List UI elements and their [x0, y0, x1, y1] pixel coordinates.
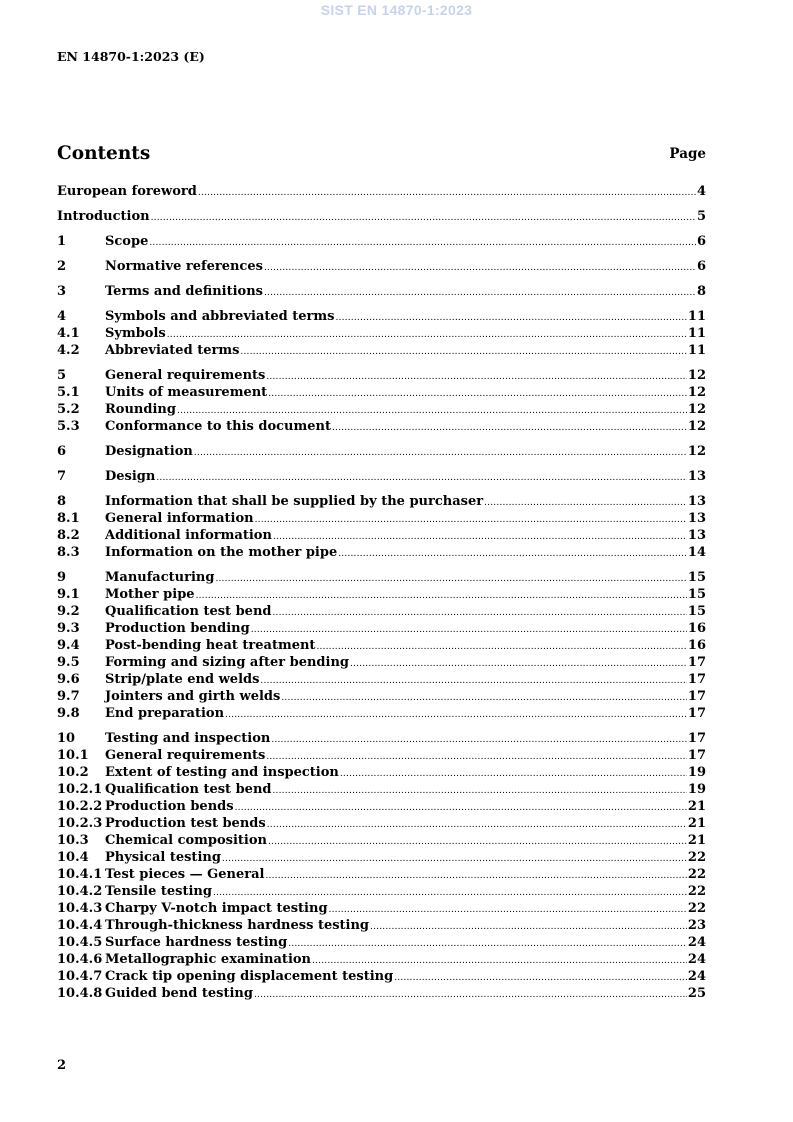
toc-entry-title: Chemical composition — [105, 833, 267, 848]
toc-entry-title: Normative references — [105, 259, 263, 274]
toc-entry-number: 9.3 — [57, 621, 80, 636]
toc-entry-title: Information that shall be supplied by the purchaser — [105, 494, 484, 509]
toc-entry-number: 10.1 — [57, 748, 89, 763]
toc-entry-page: 17 — [687, 672, 706, 687]
toc-entry-page: 12 — [687, 444, 706, 459]
toc-entry-page: 4 — [696, 184, 706, 199]
toc-entry-number: 10.2.3 — [57, 816, 103, 831]
toc-entry-title: Symbols and abbreviated terms — [105, 309, 335, 324]
toc-entry-number: 8.2 — [57, 528, 80, 543]
toc-dot-leader — [394, 970, 687, 987]
toc-entry-page: 15 — [687, 570, 706, 585]
toc-entry[interactable] — [57, 705, 706, 722]
toc-dot-leader — [235, 800, 687, 817]
toc-entry-number: 10.4.6 — [57, 952, 103, 967]
toc-dot-leader — [271, 732, 687, 749]
toc-entry[interactable] — [57, 866, 706, 883]
toc-dot-leader — [255, 512, 687, 529]
toc-entry[interactable] — [57, 308, 706, 325]
toc-entry-page: 17 — [687, 748, 706, 763]
toc-entry[interactable] — [57, 934, 706, 951]
toc-entry-number: 10 — [57, 731, 76, 746]
toc-entry[interactable] — [57, 569, 706, 586]
toc-entry-title: Production test bends — [105, 816, 266, 831]
contents-heading — [57, 143, 706, 167]
document-identifier: EN 14870-1:2023 (E) — [57, 49, 205, 64]
toc-entry-number: 4 — [57, 309, 67, 324]
toc-dot-leader — [268, 834, 687, 851]
toc-dot-leader — [240, 344, 687, 361]
toc-entry[interactable] — [57, 325, 706, 342]
toc-entry-page: 12 — [687, 402, 706, 417]
toc-entry-number: 8 — [57, 494, 67, 509]
toc-entry-page: 13 — [687, 469, 706, 484]
toc-entry-number: 10.2.1 — [57, 782, 103, 797]
toc-entry-number: 10.4.8 — [57, 986, 103, 1001]
toc-entry-number: 10.4.4 — [57, 918, 103, 933]
toc-entry-title: Information on the mother pipe — [105, 545, 338, 560]
toc-entry-number: 9 — [57, 570, 67, 585]
toc-entry-page: 24 — [687, 952, 706, 967]
toc-entry-title: Test pieces — General — [105, 867, 265, 882]
toc-dot-leader — [167, 327, 687, 344]
toc-entry-page: 22 — [687, 867, 706, 882]
toc-entry-number: 9.2 — [57, 604, 80, 619]
toc-entry-page: 17 — [687, 731, 706, 746]
toc-entry-number: 9.7 — [57, 689, 80, 704]
toc-entry-page: 17 — [687, 655, 706, 670]
toc-entry-title: Mother pipe — [105, 587, 195, 602]
toc-entry-number: 6 — [57, 444, 67, 459]
toc-entry-number: 10.4.2 — [57, 884, 103, 899]
toc-entry-page: 11 — [687, 343, 706, 358]
toc-entry[interactable] — [57, 443, 706, 460]
toc-dot-leader — [338, 546, 687, 563]
toc-entry-title: Qualification test bend — [105, 604, 272, 619]
toc-entry[interactable] — [57, 883, 706, 900]
toc-entry-title: Extent of testing and inspection — [105, 765, 339, 780]
toc-entry-page: 25 — [687, 986, 706, 1001]
toc-entry-title: Tensile testing — [105, 884, 212, 899]
toc-entry-number: 10.4.1 — [57, 867, 103, 882]
toc-entry-page: 13 — [687, 528, 706, 543]
toc-dot-leader — [149, 235, 696, 252]
toc-entry-number: 9.4 — [57, 638, 80, 653]
toc-entry[interactable] — [57, 637, 706, 654]
contents-title: Contents — [57, 143, 151, 164]
toc-entry-number: 10.4.5 — [57, 935, 103, 950]
toc-entry-title: Abbreviated terms — [105, 343, 240, 358]
toc-entry-title: Rounding — [105, 402, 176, 417]
toc-entry-title: Design — [105, 469, 156, 484]
toc-dot-leader — [268, 386, 687, 403]
toc-entry-title: Guided bend testing — [105, 986, 253, 1001]
toc-entry[interactable] — [57, 233, 706, 250]
toc-entry[interactable] — [57, 654, 706, 671]
toc-entry[interactable] — [57, 258, 706, 275]
toc-dot-leader — [156, 470, 687, 487]
toc-entry-number: 7 — [57, 469, 67, 484]
toc-entry-number: 10.2.2 — [57, 799, 103, 814]
toc-dot-leader — [225, 707, 687, 724]
toc-entry-title: Charpy V-notch impact testing — [105, 901, 328, 916]
toc-entry[interactable] — [57, 468, 706, 485]
toc-dot-leader — [350, 656, 687, 673]
toc-entry[interactable] — [57, 917, 706, 934]
toc-entry[interactable] — [57, 493, 706, 510]
toc-entry-number: 9.8 — [57, 706, 80, 721]
toc-entry[interactable] — [57, 367, 706, 384]
toc-entry-title: Through-thickness hardness testing — [105, 918, 370, 933]
toc-entry-title: General requirements — [105, 748, 266, 763]
toc-entry-page: 22 — [687, 884, 706, 899]
toc-entry-title: Terms and definitions — [105, 284, 263, 299]
toc-entry[interactable] — [57, 671, 706, 688]
toc-entry[interactable] — [57, 586, 706, 603]
toc-entry-title: Designation — [105, 444, 193, 459]
toc-entry-title: Strip/plate end welds — [105, 672, 260, 687]
toc-entry-number: 8.1 — [57, 511, 80, 526]
toc-entry[interactable] — [57, 401, 706, 418]
toc-entry-title: General information — [105, 511, 254, 526]
toc-entry-page: 15 — [687, 587, 706, 602]
toc-entry-page: 6 — [696, 259, 706, 274]
toc-entry-number: 5 — [57, 368, 67, 383]
toc-entry-number: 10.3 — [57, 833, 89, 848]
toc-entry[interactable] — [57, 384, 706, 401]
toc-dot-leader — [484, 495, 687, 512]
toc-entry-number: 9.1 — [57, 587, 80, 602]
toc-entry-title: European foreword — [57, 184, 197, 199]
toc-entry-number: 4.1 — [57, 326, 80, 341]
toc-dot-leader — [267, 817, 687, 834]
toc-dot-leader — [222, 851, 687, 868]
toc-dot-leader — [264, 260, 696, 277]
toc-entry[interactable] — [57, 832, 706, 849]
toc-dot-leader — [215, 571, 686, 588]
toc-entry[interactable] — [57, 798, 706, 815]
toc-entry-page: 14 — [687, 545, 706, 560]
toc-entry-page: 24 — [687, 969, 706, 984]
toc-entry[interactable] — [57, 183, 706, 200]
toc-dot-leader — [288, 936, 687, 953]
toc-entry-title: Symbols — [105, 326, 166, 341]
toc-entry-page: 16 — [687, 621, 706, 636]
toc-entry-title: Qualification test bend — [105, 782, 272, 797]
toc-dot-leader — [316, 639, 686, 656]
toc-entry-page: 11 — [687, 326, 706, 341]
toc-entry-number: 5.1 — [57, 385, 80, 400]
toc-entry-title: Manufacturing — [105, 570, 215, 585]
toc-entry-title: Crack tip opening displacement testing — [105, 969, 394, 984]
toc-entry-title: Physical testing — [105, 850, 221, 865]
watermark: SIST EN 14870-1:2023 — [320, 2, 473, 18]
toc-dot-leader — [254, 987, 687, 1004]
toc-entry-page: 12 — [687, 419, 706, 434]
toc-entry-page: 23 — [687, 918, 706, 933]
toc-entry-title: Surface hardness testing — [105, 935, 288, 950]
toc-dot-leader — [335, 310, 686, 327]
toc-entry[interactable] — [57, 620, 706, 637]
toc-entry-page: 5 — [696, 209, 706, 224]
toc-entry-page: 12 — [687, 368, 706, 383]
toc-entry-page: 21 — [687, 833, 706, 848]
toc-entry[interactable] — [57, 781, 706, 798]
toc-entry[interactable] — [57, 815, 706, 832]
toc-entry-number: 3 — [57, 284, 67, 299]
toc-entry-title: General requirements — [105, 368, 266, 383]
toc-entry-page: 13 — [687, 494, 706, 509]
page-column-label: Page — [669, 146, 706, 162]
toc-entry[interactable] — [57, 849, 706, 866]
toc-entry-page: 11 — [687, 309, 706, 324]
toc-entry-page: 24 — [687, 935, 706, 950]
toc-entry[interactable] — [57, 510, 706, 527]
toc-entry-page: 8 — [696, 284, 706, 299]
toc-entry[interactable] — [57, 747, 706, 764]
toc-entry-title: Production bending — [105, 621, 250, 636]
toc-dot-leader — [281, 690, 687, 707]
toc-entry[interactable] — [57, 418, 706, 435]
toc-entry[interactable] — [57, 764, 706, 781]
toc-dot-leader — [264, 285, 696, 302]
toc-entry-title: Metallographic examination — [105, 952, 312, 967]
toc-dot-leader — [329, 902, 687, 919]
toc-entry-page: 19 — [687, 782, 706, 797]
toc-entry[interactable] — [57, 527, 706, 544]
toc-entry-title: Production bends — [105, 799, 234, 814]
toc-entry[interactable] — [57, 730, 706, 747]
toc-entry-title: Forming and sizing after bending — [105, 655, 349, 670]
toc-entry-title: Scope — [105, 234, 149, 249]
toc-entry-page: 21 — [687, 799, 706, 814]
toc-dot-leader — [273, 783, 687, 800]
toc-entry-page: 17 — [687, 706, 706, 721]
toc-entry-number: 10.4 — [57, 850, 89, 865]
toc-entry[interactable] — [57, 342, 706, 359]
toc-entry-title: Introduction — [57, 209, 150, 224]
toc-dot-leader — [266, 369, 687, 386]
toc-entry-number: 1 — [57, 234, 67, 249]
toc-entry-title: Testing and inspection — [105, 731, 271, 746]
page-number: 2 — [57, 1058, 67, 1073]
toc-entry-number: 8.3 — [57, 545, 80, 560]
toc-entry[interactable] — [57, 951, 706, 968]
toc-entry[interactable] — [57, 208, 706, 225]
toc-entry-page: 22 — [687, 901, 706, 916]
toc-entry-page: 19 — [687, 765, 706, 780]
toc-entry-page: 21 — [687, 816, 706, 831]
toc-entry[interactable] — [57, 968, 706, 985]
toc-entry-number: 10.4.7 — [57, 969, 103, 984]
toc-entry[interactable] — [57, 900, 706, 917]
toc-entry-number: 9.5 — [57, 655, 80, 670]
toc-entry[interactable] — [57, 544, 706, 561]
toc-dot-leader — [198, 185, 696, 202]
toc-dot-leader — [260, 673, 686, 690]
toc-dot-leader — [273, 605, 687, 622]
toc-entry-title: Additional information — [105, 528, 272, 543]
toc-entry-number: 10.4.3 — [57, 901, 103, 916]
toc-entry-page: 16 — [687, 638, 706, 653]
toc-entry-page: 12 — [687, 385, 706, 400]
table-of-contents — [57, 183, 706, 1002]
toc-entry-number: 2 — [57, 259, 67, 274]
toc-entry[interactable] — [57, 283, 706, 300]
toc-dot-leader — [340, 766, 687, 783]
toc-dot-leader — [332, 420, 687, 437]
toc-entry-title: End preparation — [105, 706, 225, 721]
toc-entry-title: Conformance to this document — [105, 419, 331, 434]
toc-entry-title: Jointers and girth welds — [105, 689, 281, 704]
toc-dot-leader — [265, 868, 686, 885]
toc-entry-number: 5.3 — [57, 419, 80, 434]
toc-entry-number: 10.2 — [57, 765, 89, 780]
toc-entry-number: 9.6 — [57, 672, 80, 687]
toc-entry-number: 4.2 — [57, 343, 80, 358]
toc-dot-leader — [151, 210, 696, 227]
toc-entry-page: 6 — [696, 234, 706, 249]
toc-entry-page: 17 — [687, 689, 706, 704]
toc-entry-page: 22 — [687, 850, 706, 865]
toc-entry-title: Post-bending heat treatment — [105, 638, 316, 653]
toc-entry[interactable] — [57, 985, 706, 1002]
toc-entry-title: Units of measurement — [105, 385, 268, 400]
toc-entry[interactable] — [57, 688, 706, 705]
toc-dot-leader — [251, 622, 687, 639]
toc-dot-leader — [194, 445, 687, 462]
toc-dot-leader — [370, 919, 687, 936]
toc-entry-page: 13 — [687, 511, 706, 526]
toc-entry[interactable] — [57, 603, 706, 620]
toc-entry-number: 5.2 — [57, 402, 80, 417]
toc-entry-page: 15 — [687, 604, 706, 619]
